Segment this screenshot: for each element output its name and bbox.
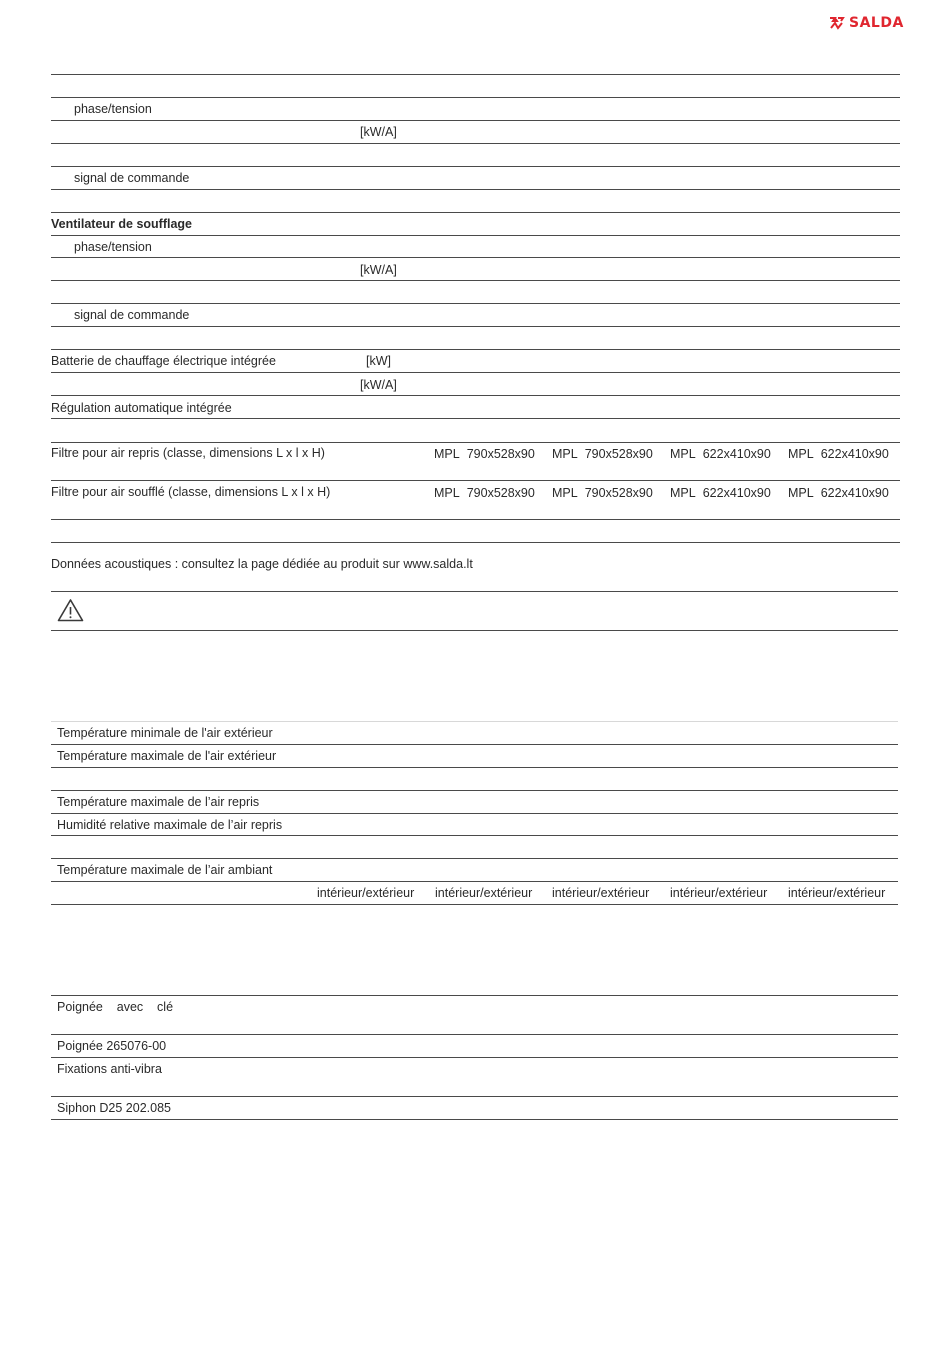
min-outdoor-temp-label: Température minimale de l'air extérieur: [57, 726, 273, 740]
phase-tension-label: phase/tension: [74, 240, 152, 254]
extract-filter-value: MPL 790x528x90: [552, 447, 653, 461]
supply-filter-value: MPL 622x410x90: [670, 486, 771, 500]
phase-tension-label: phase/tension: [74, 102, 152, 116]
supply-filter-value: MPL 790x528x90: [552, 486, 653, 500]
extract-filter-value: MPL 790x528x90: [434, 447, 535, 461]
installation-value: intérieur/extérieur: [435, 886, 533, 900]
automatic-regulation-label: Régulation automatique intégrée: [51, 401, 232, 415]
warning-triangle-icon: [57, 598, 84, 625]
max-outdoor-temp-label: Température maximale de l'air extérieur: [57, 749, 277, 763]
max-ambient-temp-label: Température maximale de l’air ambiant: [57, 863, 273, 877]
unit-kwa-label: [kW/A]: [360, 263, 397, 277]
salda-logo-icon: [829, 16, 845, 30]
max-extract-temp-label: Température maximale de l’air repris: [57, 795, 260, 809]
extract-filter-value: MPL 622x410x90: [788, 447, 889, 461]
unit-kwa-label: [kW/A]: [360, 125, 397, 139]
extract-filter-label: Filtre pour air repris (classe, dimensions L x l x H): [51, 446, 325, 460]
unit-kw-label: [kW]: [366, 354, 391, 368]
extract-filter-value: MPL 622x410x90: [670, 447, 771, 461]
control-signal-label: signal de commande: [74, 171, 190, 185]
brand-name: SALDA: [849, 15, 904, 31]
handle-label: Poignée 265076-00: [57, 1039, 167, 1053]
installation-value: intérieur/extérieur: [788, 886, 886, 900]
anti-vibration-label: Fixations anti-vibra: [57, 1062, 162, 1076]
electric-heater-label: Batterie de chauffage électrique intégrée: [51, 354, 276, 368]
installation-value: intérieur/extérieur: [552, 886, 650, 900]
control-signal-label: signal de commande: [74, 308, 190, 322]
handle-with-key-label: Poignée avec clé: [57, 1000, 174, 1014]
supply-fan-heading: Ventilateur de soufflage: [51, 217, 193, 231]
installation-value: intérieur/extérieur: [317, 886, 415, 900]
acoustic-data-note: Données acoustiques : consultez la page dédiée au produit sur www.salda.lt: [51, 557, 473, 571]
unit-kwa-label: [kW/A]: [360, 378, 397, 392]
max-extract-humidity-label: Humidité relative maximale de l’air repris: [57, 818, 283, 832]
installation-value: intérieur/extérieur: [670, 886, 768, 900]
siphon-label: Siphon D25 202.085: [57, 1101, 171, 1115]
supply-filter-value: MPL 622x410x90: [788, 486, 889, 500]
supply-filter-label: Filtre pour air soufflé (classe, dimensions L x l x H): [51, 485, 331, 499]
supply-filter-value: MPL 790x528x90: [434, 486, 535, 500]
salda-logo: [829, 15, 904, 31]
